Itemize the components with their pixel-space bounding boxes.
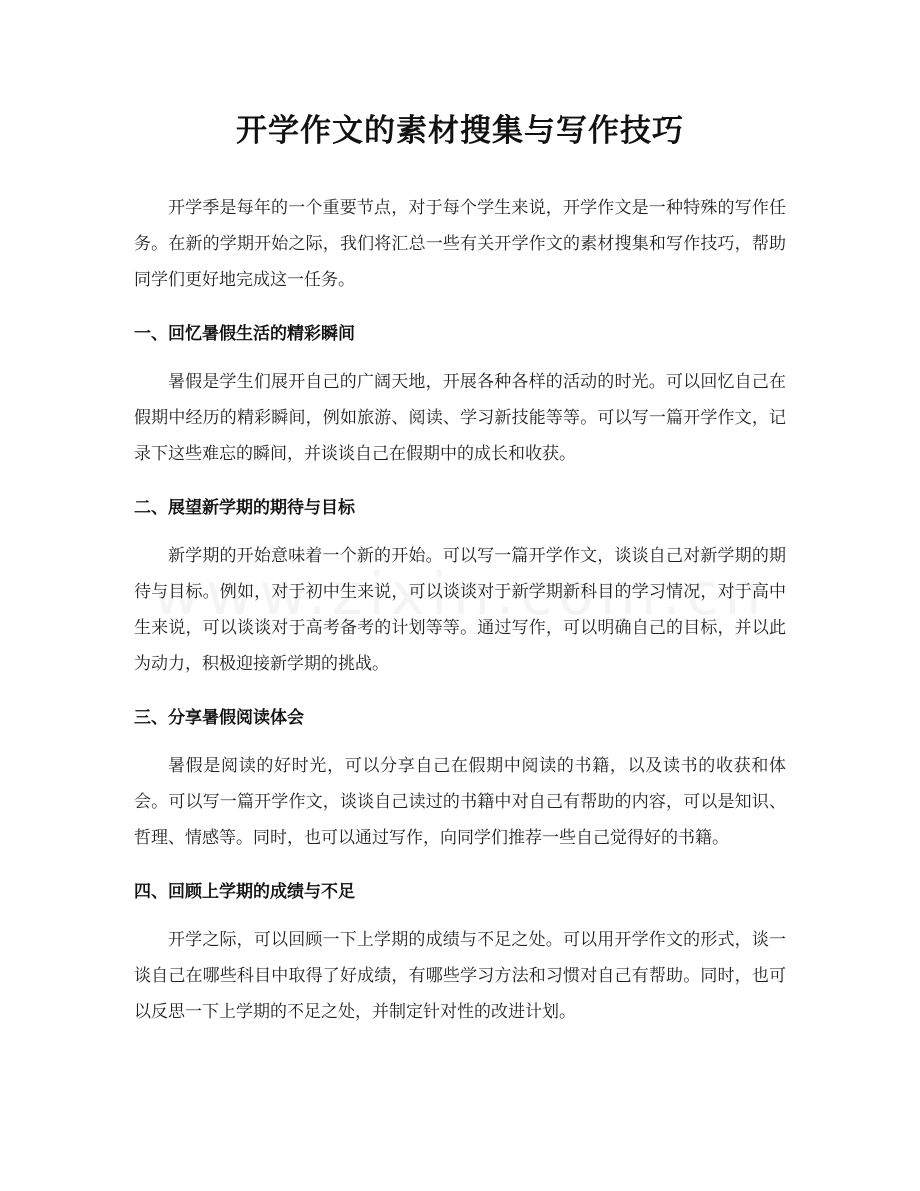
page-title: 开学作文的素材搜集与写作技巧	[236, 113, 684, 149]
section-body-2: 新学期的开始意味着一个新的开始。可以写一篇开学作文，谈谈自己对新学期的期待与目标。例如，对于初中生来说，可以谈谈对于新学期新科目的学习情况，对于高中生来说，可以谈谈对于高考备考的计划等等。通过写作，可以明确自己的目标，并以此为动力，积极迎接新学期的挑战。	[134, 546, 786, 674]
section-body-1: 暑假是学生们展开自己的广阔天地，开展各种各样的活动的时光。可以回忆自己在假期中经历的精彩瞬间，例如旅游、阅读、学习新技能等等。可以写一篇开学作文，记录下这些难忘的瞬间，并谈谈自己在假期中的成长和收获。	[134, 372, 786, 464]
intro-paragraph: 开学季是每年的一个重要节点，对于每个学生来说，开学作文是一种特殊的写作任务。在新的学期开始之际，我们将汇总一些有关开学作文的素材搜集和写作技巧，帮助同学们更好地完成这一任务。	[134, 198, 786, 290]
section-heading-3: 三、分享暑假阅读体会	[134, 708, 304, 728]
section-heading-1: 一、回忆暑假生活的精彩瞬间	[134, 324, 355, 344]
section-body-3: 暑假是阅读的好时光，可以分享自己在假期中阅读的书籍，以及读书的收获和体会。可以写一篇开学作文，谈谈自己读过的书籍中对自己有帮助的内容，可以是知识、哲理、情感等。同时，也可以通过写作，向同学们推荐一些自己觉得好的书籍。	[134, 756, 786, 848]
section-heading-2: 二、展望新学期的期待与目标	[134, 498, 355, 518]
section-body-4: 开学之际，可以回顾一下上学期的成绩与不足之处。可以用开学作文的形式，谈一谈自己在哪些科目中取得了好成绩，有哪些学习方法和习惯对自己有帮助。同时，也可以反思一下上学期的不足之处，并制定针对性的改进计划。	[134, 930, 786, 1022]
section-heading-4: 四、回顾上学期的成绩与不足	[134, 882, 355, 902]
